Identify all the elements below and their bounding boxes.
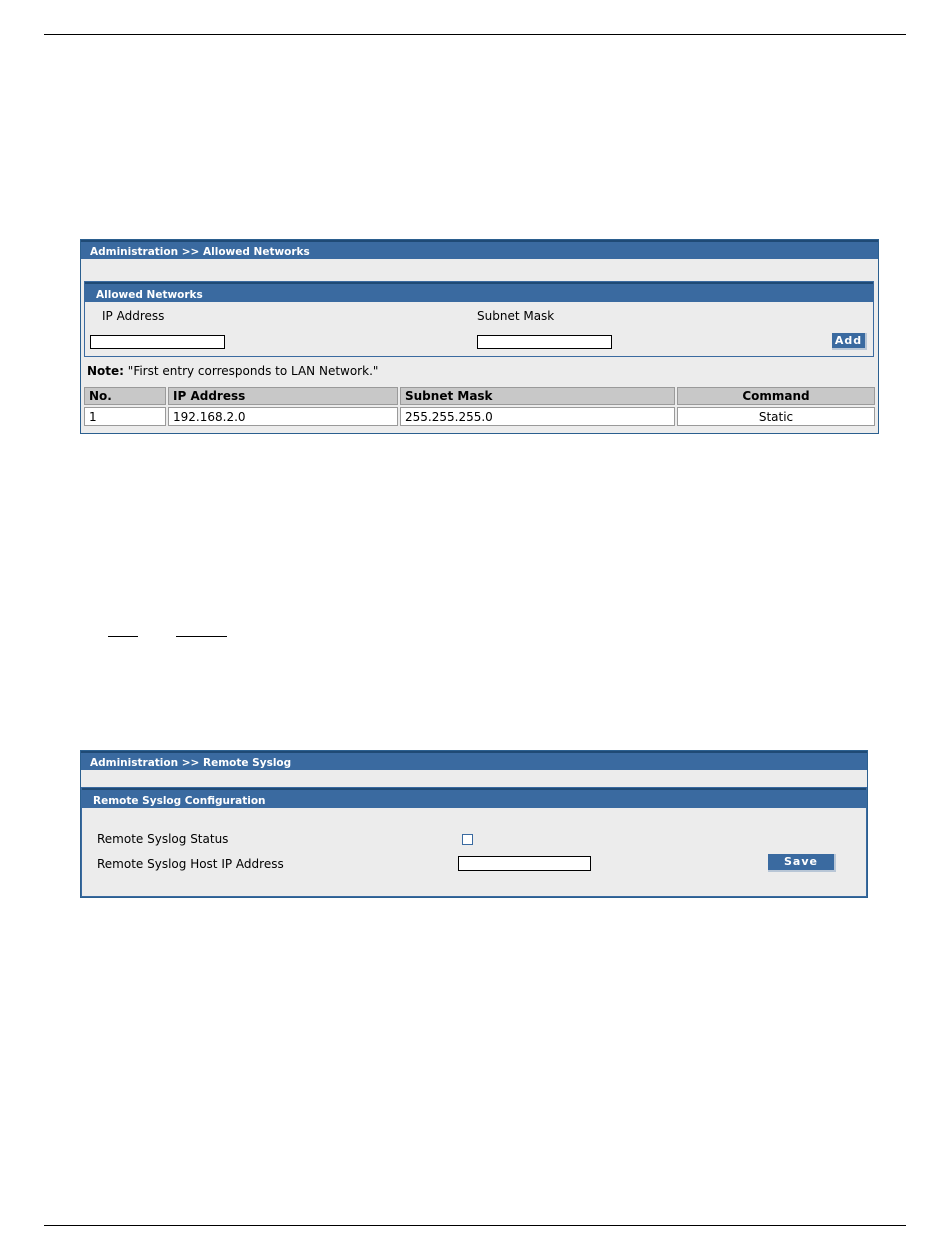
page-bottom-rule [44, 1225, 906, 1226]
save-button[interactable]: Save [768, 854, 836, 872]
text-underline-2 [176, 636, 227, 637]
column-header-command: Command [677, 387, 875, 405]
lan-note [87, 364, 378, 378]
page-top-rule [44, 34, 906, 35]
table-header-row [84, 387, 875, 405]
table-row [84, 407, 875, 426]
add-button[interactable]: Add [832, 333, 867, 350]
syslog-status-checkbox[interactable] [462, 834, 473, 845]
note-text: "First entry corresponds to LAN Network." [127, 364, 379, 378]
column-header-no: No. [84, 387, 166, 405]
subnet-mask-label: Subnet Mask [477, 309, 555, 323]
remote-syslog-section [81, 787, 867, 897]
remote-syslog-panel [80, 750, 868, 898]
allowed-networks-panel [80, 239, 879, 434]
note-prefix: Note: [87, 364, 124, 378]
remote-syslog-panel-title: Administration >> Remote Syslog [81, 751, 867, 770]
syslog-host-input[interactable] [458, 856, 591, 871]
text-underline-1 [108, 636, 138, 637]
column-header-ip-address: IP Address [168, 387, 398, 405]
cell-command: Static [677, 407, 875, 426]
cell-subnet-mask: 255.255.255.0 [400, 407, 675, 426]
syslog-host-label: Remote Syslog Host IP Address [97, 857, 284, 871]
allowed-networks-table [82, 385, 877, 428]
remote-syslog-section-title: Remote Syslog Configuration [82, 788, 866, 808]
allowed-networks-section-title: Allowed Networks [85, 282, 873, 302]
column-header-subnet-mask: Subnet Mask [400, 387, 675, 405]
allowed-networks-panel-title: Administration >> Allowed Networks [81, 240, 878, 259]
syslog-status-label: Remote Syslog Status [97, 832, 229, 846]
cell-ip-address: 192.168.2.0 [168, 407, 398, 426]
ip-address-input[interactable] [90, 335, 225, 349]
allowed-networks-section [84, 281, 874, 357]
ip-address-label: IP Address [102, 309, 165, 323]
cell-no: 1 [84, 407, 166, 426]
subnet-mask-input[interactable] [477, 335, 612, 349]
